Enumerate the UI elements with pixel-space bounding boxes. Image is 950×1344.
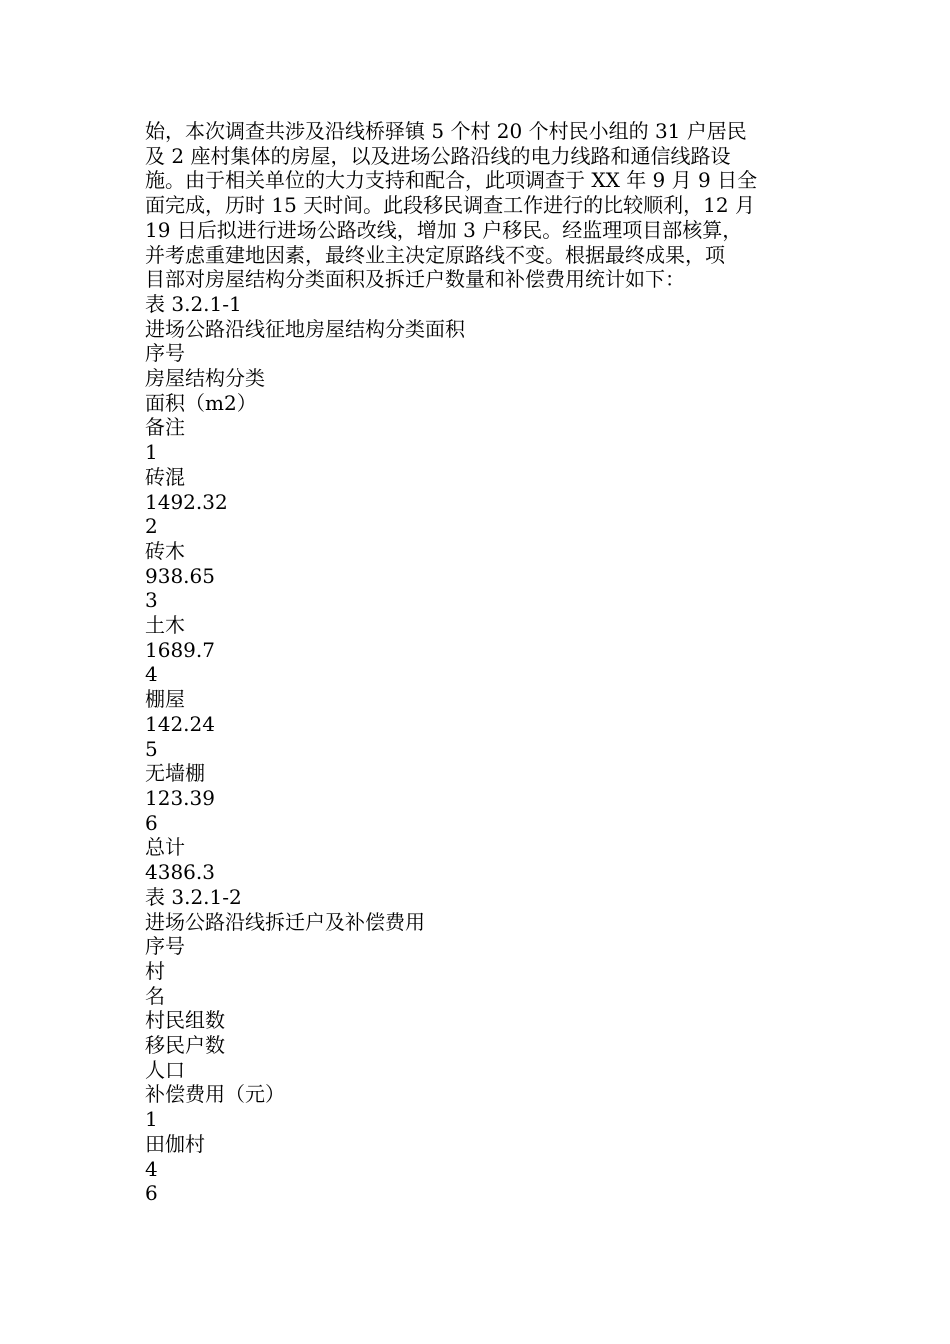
table-1-cell: 123.39 bbox=[145, 785, 215, 810]
paragraph-line: 始，本次调查共涉及沿线桥驿镇 5 个村 20 个村民小组的 31 户居民 bbox=[145, 119, 747, 143]
table-1-cell: 6 bbox=[145, 810, 158, 835]
table-2-header-index: 序号 bbox=[145, 934, 185, 959]
table-1-cell: 2 bbox=[145, 514, 158, 539]
table-1-cell: 5 bbox=[145, 736, 158, 761]
document-page bbox=[145, 119, 805, 1206]
table-2-header-compensation: 补偿费用（元） bbox=[145, 1082, 285, 1107]
table-1-cell: 总计 bbox=[145, 835, 185, 860]
table-1-cell: 3 bbox=[145, 588, 158, 613]
paragraph-line: 目部对房屋结构分类面积及拆迁户数量和补偿费用统计如下： bbox=[145, 267, 685, 292]
table-2-cell: 6 bbox=[145, 1181, 158, 1206]
paragraph-line: 面完成，历时 15 天时间。此段移民调查工作进行的比较顺利，12 月 bbox=[145, 193, 755, 218]
table-2-cell: 田伽村 bbox=[145, 1131, 205, 1156]
table-2-header-group-count: 村民组数 bbox=[145, 1008, 225, 1033]
table-1-cell: 无墙棚 bbox=[145, 761, 205, 786]
table-2-number: 表 3.2.1-2 bbox=[145, 884, 242, 909]
table-2-cell: 4 bbox=[145, 1156, 158, 1181]
table-2-header-name: 名 bbox=[145, 983, 165, 1008]
table-1-title: 进场公路沿线征地房屋结构分类面积 bbox=[145, 316, 465, 341]
table-2-cell: 1 bbox=[145, 1107, 158, 1132]
intro-paragraph bbox=[145, 119, 805, 292]
table-2-title: 进场公路沿线拆迁户及补偿费用 bbox=[145, 909, 425, 934]
paragraph-line: 19 日后拟进行进场公路改线，增加 3 户移民。经监理项目部核算， bbox=[145, 217, 743, 242]
table-1-cell: 938.65 bbox=[145, 563, 215, 588]
table-2-header-population: 人口 bbox=[145, 1057, 185, 1082]
table-1-cell: 1492.32 bbox=[145, 489, 228, 514]
table-1-header-structure: 房屋结构分类 bbox=[145, 366, 265, 391]
table-1-cell: 砖木 bbox=[145, 538, 185, 563]
table-2-header-village: 村 bbox=[145, 958, 165, 983]
paragraph-line: 施。由于相关单位的大力支持和配合，此项调查于 XX 年 9 月 9 日全 bbox=[145, 168, 758, 193]
table-1-cell: 1689.7 bbox=[145, 637, 215, 662]
table-1-cell: 1 bbox=[145, 440, 158, 465]
table-1-header-remark: 备注 bbox=[145, 415, 185, 440]
table-1-cell: 砖混 bbox=[145, 464, 185, 489]
table-1-cell: 棚屋 bbox=[145, 687, 185, 712]
table-1-number: 表 3.2.1-1 bbox=[145, 291, 242, 316]
table-1-header-area: 面积（m2） bbox=[145, 390, 257, 415]
table-2 bbox=[145, 885, 805, 1206]
table-1-cell: 土木 bbox=[145, 613, 185, 638]
paragraph-line: 及 2 座村集体的房屋，以及进场公路沿线的电力线路和通信线路设 bbox=[145, 143, 731, 168]
paragraph-line: 并考虑重建地因素，最终业主决定原路线不变。根据最终成果，项 bbox=[145, 242, 725, 267]
table-1-header-index: 序号 bbox=[145, 341, 185, 366]
table-2-header-household-count: 移民户数 bbox=[145, 1033, 225, 1058]
table-1-cell: 4 bbox=[145, 662, 158, 687]
table-1 bbox=[145, 292, 805, 885]
table-1-cell: 4386.3 bbox=[145, 860, 215, 885]
table-1-cell: 142.24 bbox=[145, 711, 215, 736]
